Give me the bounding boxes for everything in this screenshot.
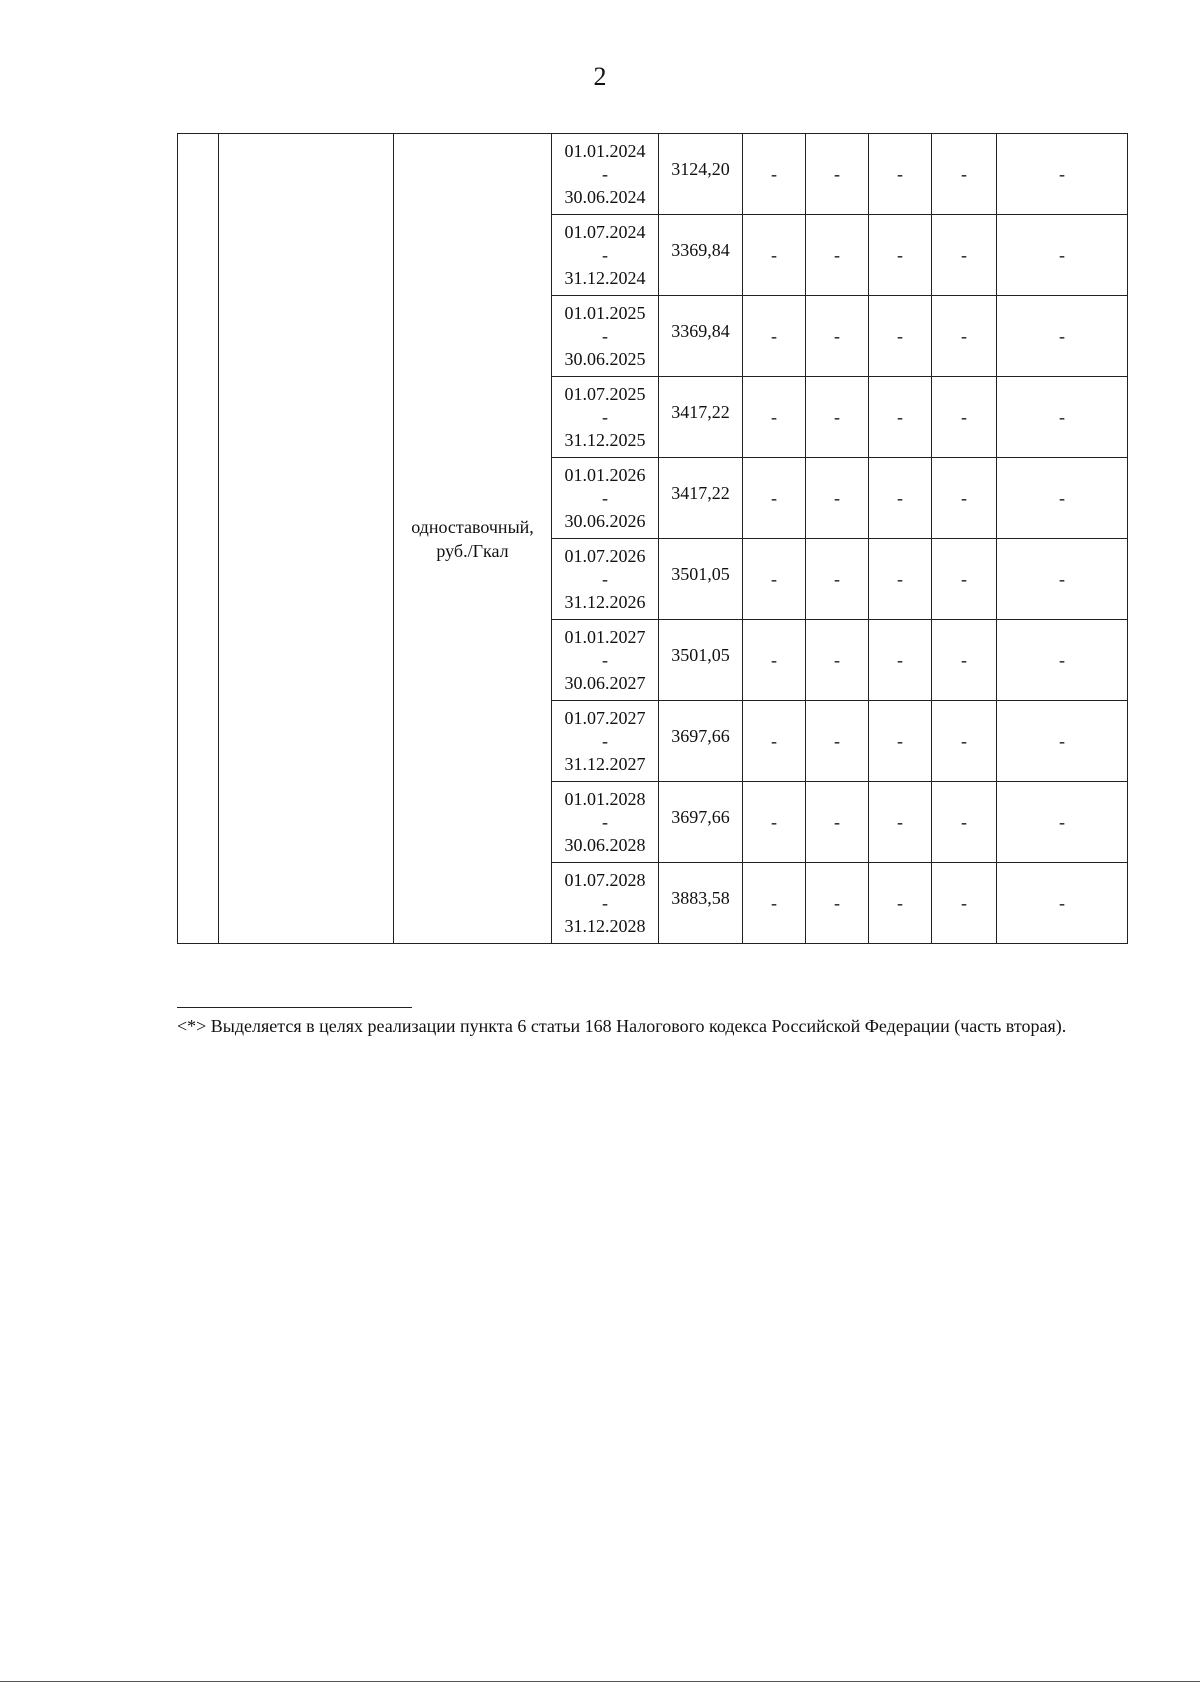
empty-value-cell: - <box>997 134 1128 215</box>
empty-value-cell: - <box>997 458 1128 539</box>
empty-value-cell: - <box>869 134 932 215</box>
empty-value-cell: - <box>806 782 869 863</box>
empty-value-cell: - <box>997 620 1128 701</box>
empty-value-cell: - <box>743 134 806 215</box>
period-cell <box>552 782 659 863</box>
empty-value-cell: - <box>932 215 997 296</box>
organization-cell <box>219 134 394 944</box>
empty-value-cell: - <box>932 458 997 539</box>
empty-value-cell: - <box>806 215 869 296</box>
empty-value-cell: - <box>743 863 806 944</box>
tariff-value: 3501,05 <box>671 645 730 665</box>
empty-value-cell: - <box>932 782 997 863</box>
tariff-table <box>177 133 1128 944</box>
tariff-value: 3417,22 <box>671 483 730 503</box>
period-separator: - <box>602 163 608 184</box>
period-end: 30.06.2024 <box>564 186 646 207</box>
empty-value-cell: - <box>869 863 932 944</box>
period-end: 30.06.2027 <box>564 672 646 693</box>
empty-value-cell: - <box>869 701 932 782</box>
empty-value-cell: - <box>869 620 932 701</box>
empty-value-cell: - <box>806 863 869 944</box>
empty-value-cell: - <box>743 539 806 620</box>
period-start: 01.01.2027 <box>564 626 646 647</box>
period-end: 31.12.2024 <box>564 267 646 288</box>
period-cell <box>552 296 659 377</box>
empty-value-cell: - <box>869 539 932 620</box>
period-separator: - <box>602 649 608 670</box>
empty-value-cell: - <box>932 539 997 620</box>
empty-value-cell: - <box>743 296 806 377</box>
period-separator: - <box>602 244 608 265</box>
tariff-value-cell <box>659 377 743 458</box>
empty-value-cell: - <box>997 539 1128 620</box>
tariff-value-cell <box>659 701 743 782</box>
empty-value-cell: - <box>743 377 806 458</box>
tariff-type-cell <box>394 134 552 944</box>
tariff-value: 3697,66 <box>671 726 730 746</box>
period-start: 01.07.2027 <box>564 707 646 728</box>
period-cell <box>552 863 659 944</box>
empty-value-cell: - <box>932 701 997 782</box>
empty-value-cell: - <box>806 377 869 458</box>
period-start: 01.01.2025 <box>564 302 646 323</box>
empty-value-cell: - <box>743 458 806 539</box>
tariff-unit-line: руб./Гкал <box>436 540 509 561</box>
empty-value-cell: - <box>806 458 869 539</box>
footnote-divider <box>177 1007 412 1008</box>
period-cell <box>552 377 659 458</box>
empty-value-cell: - <box>743 215 806 296</box>
tariff-value-cell <box>659 215 743 296</box>
tariff-type-line: одноставочный, <box>411 516 534 537</box>
tariff-value: 3883,58 <box>671 888 730 908</box>
period-cell <box>552 458 659 539</box>
empty-value-cell: - <box>743 701 806 782</box>
tariff-value-cell <box>659 782 743 863</box>
tariff-value-cell <box>659 134 743 215</box>
empty-value-cell: - <box>743 782 806 863</box>
period-cell <box>552 701 659 782</box>
period-end: 31.12.2027 <box>564 753 646 774</box>
empty-value-cell: - <box>743 620 806 701</box>
period-separator: - <box>602 811 608 832</box>
empty-value-cell: - <box>806 539 869 620</box>
tariff-value-cell <box>659 539 743 620</box>
period-start: 01.07.2024 <box>564 221 646 242</box>
period-start: 01.01.2024 <box>564 140 646 161</box>
empty-value-cell: - <box>932 863 997 944</box>
empty-value-cell: - <box>869 377 932 458</box>
tariff-value: 3369,84 <box>671 240 730 260</box>
period-end: 30.06.2028 <box>564 834 646 855</box>
empty-value-cell: - <box>806 134 869 215</box>
table-row <box>178 134 1128 215</box>
empty-value-cell: - <box>997 701 1128 782</box>
period-separator: - <box>602 892 608 913</box>
tariff-value: 3697,66 <box>671 807 730 827</box>
period-cell <box>552 620 659 701</box>
empty-value-cell: - <box>997 377 1128 458</box>
period-start: 01.01.2026 <box>564 464 646 485</box>
empty-value-cell: - <box>869 782 932 863</box>
empty-value-cell: - <box>806 296 869 377</box>
empty-value-cell: - <box>997 782 1128 863</box>
period-cell <box>552 215 659 296</box>
period-end: 31.12.2028 <box>564 915 646 936</box>
period-separator: - <box>602 487 608 508</box>
empty-value-cell: - <box>932 134 997 215</box>
period-separator: - <box>602 325 608 346</box>
tariff-value: 3124,20 <box>671 159 730 179</box>
period-separator: - <box>602 568 608 589</box>
tariff-value: 3501,05 <box>671 564 730 584</box>
tariff-value: 3417,22 <box>671 402 730 422</box>
period-separator: - <box>602 406 608 427</box>
period-end: 31.12.2026 <box>564 591 646 612</box>
empty-value-cell: - <box>869 296 932 377</box>
empty-value-cell: - <box>806 620 869 701</box>
table-body <box>178 134 1128 944</box>
row-number-cell <box>178 134 219 944</box>
empty-value-cell: - <box>932 620 997 701</box>
period-separator: - <box>602 730 608 751</box>
empty-value-cell: - <box>806 701 869 782</box>
empty-value-cell: - <box>869 458 932 539</box>
period-start: 01.07.2026 <box>564 545 646 566</box>
empty-value-cell: - <box>869 215 932 296</box>
period-end: 31.12.2025 <box>564 429 646 450</box>
tariff-value: 3369,84 <box>671 321 730 341</box>
tariff-value-cell <box>659 296 743 377</box>
tariff-value-cell <box>659 620 743 701</box>
tariff-value-cell <box>659 458 743 539</box>
page-bottom-edge <box>0 1681 1200 1682</box>
empty-value-cell: - <box>997 296 1128 377</box>
empty-value-cell: - <box>932 377 997 458</box>
period-cell <box>552 539 659 620</box>
period-start: 01.07.2025 <box>564 383 646 404</box>
empty-value-cell: - <box>932 296 997 377</box>
period-end: 30.06.2026 <box>564 510 646 531</box>
period-cell <box>552 134 659 215</box>
empty-value-cell: - <box>997 863 1128 944</box>
page-number: 2 <box>593 62 607 91</box>
period-end: 30.06.2025 <box>564 348 646 369</box>
empty-value-cell: - <box>997 215 1128 296</box>
footnote: <*> Выделяется в целях реализации пункта 6 статьи 168 Налогового кодекса Российской Федерации (часть вторая). <box>177 1016 1067 1036</box>
period-start: 01.01.2028 <box>564 788 646 809</box>
period-start: 01.07.2028 <box>564 869 646 890</box>
tariff-value-cell <box>659 863 743 944</box>
